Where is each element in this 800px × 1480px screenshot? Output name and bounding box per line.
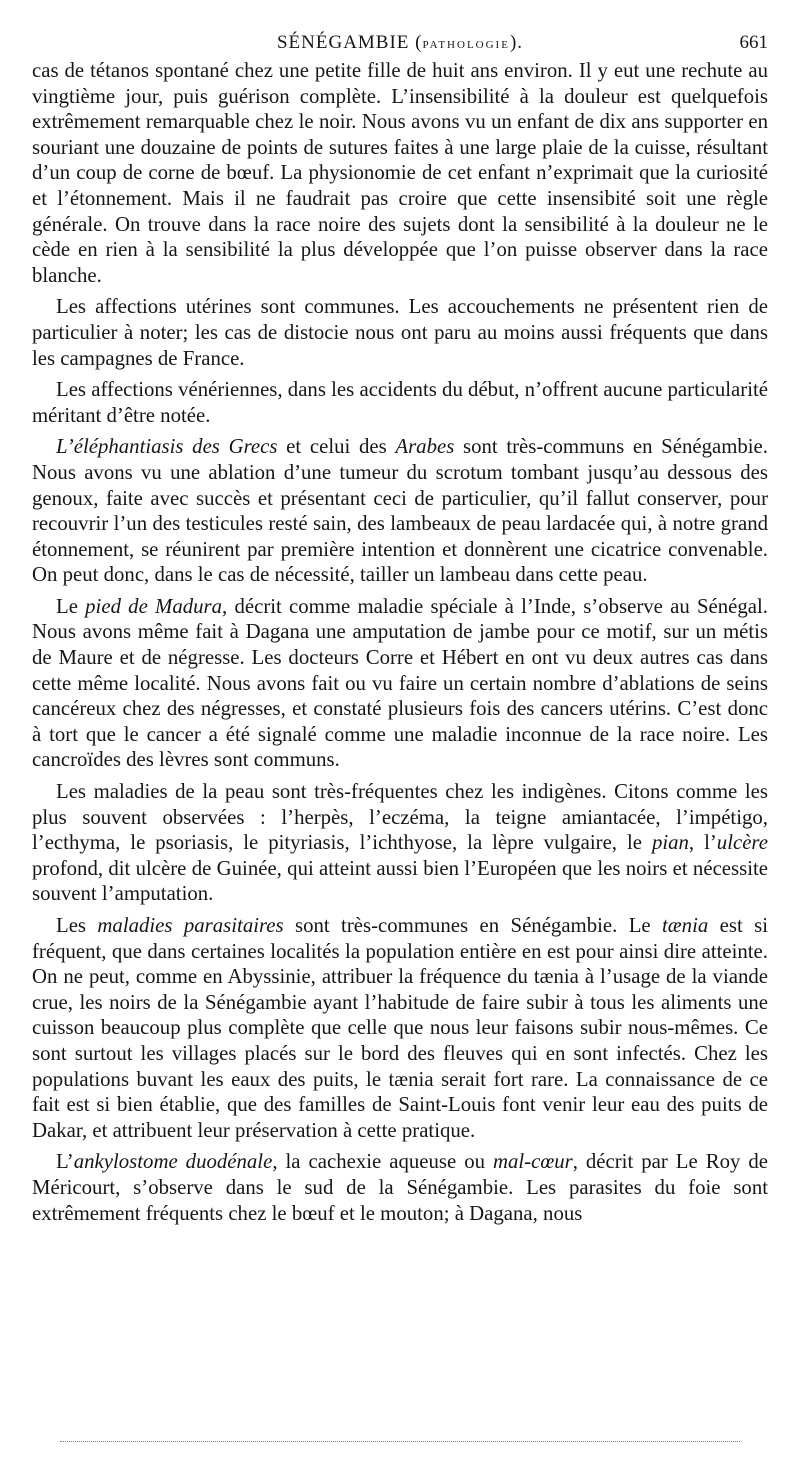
text-run: Les affections vénériennes, dans les accidents du début, n’offrent aucune particularité méritant d’être notée. <box>32 378 768 427</box>
text-run: , décrit par Le Roy de Méricourt, s’observe dans le sud de la Sénégambie. Les parasites du foie sont extrêmement fréquents chez le bœuf et le mouton; à Dagana, nous <box>32 1150 768 1225</box>
header-title: SÉNÉGAMBIE ( <box>276 32 423 53</box>
body-text <box>32 58 768 1226</box>
italic-term: Arabes <box>395 435 455 459</box>
text-run: Les affections utérines sont communes. Les accouchements ne présentent rien de particulier à noter; les cas de distocie nous ont paru au moins aussi fréquents que dans les campagnes de France. <box>32 295 768 370</box>
italic-term: pian <box>651 831 689 855</box>
text-run: , décrit comme maladie spéciale à l’Inde, s’observe au Sénégal. Nous avons même fait à Dagana une amputation de jambe pour ce motif, sur un métis de Maure et de négresse. Les docteurs Corre et Hébert en ont vu deux autres cas dans cette même localité. Nous avons fait ou vu faire un certain nombre d’ablations de seins cancéreux chez des négresses, et constaté plusieurs fois des cancers utérins. C’est donc à tort que le cancer a été signalé comme une maladie inconnue de la race noire. Les cancroïdes des lèvres sont communs. <box>32 594 768 772</box>
header-title-end: ). <box>509 32 524 53</box>
footer-dotted-rule <box>60 1441 740 1442</box>
italic-term: mal-cœur <box>492 1150 573 1174</box>
italic-term: maladies parasitaires <box>97 914 284 937</box>
paragraph <box>32 779 768 907</box>
text-run: cas de tétanos spontané chez une petite fille de huit ans environ. Il y eut une rechute au vingtième jour, puis guérison complète. L’insensibilité à la douleur est quelquefois extrêmement remarquable chez le noir. Nous avons vu un enfant de dix ans supporter en souriant une douzaine de points de sutures faites à une large plaie de la cuisse, résultant d’un coup de corne de bœuf. La physionomie de cet enfant n’exprimait que la curiosité et l’étonnement. Mais il ne faudrait pas croire que cette insensibité soit une règle générale. On trouve dans la race noire des sujets dont la sensibilité à la douleur ne le cède en rien à la sensibilité la plus développée que l’on puisse observer dans la race blanche. <box>32 59 768 287</box>
paragraph <box>32 913 768 1143</box>
text-run: Le <box>56 594 86 618</box>
text-run: , la cachexie aqueuse ou <box>272 1150 493 1174</box>
paragraph <box>32 594 768 773</box>
text-run: profond, dit ulcère de Guinée, qui atteint aussi bien l’Européen que les noirs et nécessite souvent l’amputation. <box>32 856 768 906</box>
text-run: Les <box>56 914 98 937</box>
text-run: L’ <box>56 1150 74 1174</box>
text-run: et celui des <box>277 435 396 459</box>
italic-term: L’ <box>56 435 74 459</box>
paragraph <box>32 294 768 371</box>
italic-term: ulcère <box>716 831 768 855</box>
page-number: 661 <box>739 32 768 53</box>
running-head <box>32 28 768 58</box>
italic-term: pied de Madura <box>85 594 223 618</box>
document-page <box>32 28 768 1232</box>
text-run: sont très-communes en Sénégambie. Le <box>283 914 663 937</box>
paragraph <box>32 1149 768 1226</box>
running-head-title <box>32 32 768 54</box>
italic-term: tænia <box>662 914 709 937</box>
paragraph <box>32 377 768 428</box>
header-subtitle: pathologie <box>422 36 510 52</box>
paragraph <box>32 58 768 288</box>
paragraph <box>32 434 768 588</box>
text-run: sont très-communs en Sénégambie. Nous avons vu une ablation d’une tumeur du scrotum tombant jusqu’au dessous des genoux, faite avec succès et présentant ceci de particulier, qu’il fallut conserver, pour recouvrir l’un des testicules resté sain, des lambeaux de peau lardacée qui, à notre grand étonnement, se réunirent par première intention et donnèrent une cicatrice convenable. On peut donc, dans le cas de nécessité, tailler un lambeau dans cette peau. <box>32 435 768 587</box>
italic-term: éléphantiasis des Grecs <box>73 435 278 459</box>
text-run: est si fréquent, que dans certaines localités la population entière en est pour ainsi dire atteinte. On ne peut, comme en Abyssinie, attribuer la fréquence du tænia à l’usage de la viande crue, les noirs de la Sénégambie ayant l’habitude de faire subir à tous les aliments une cuisson beaucoup plus complète que celle que nous leur faisons subir nous-mêmes. Ce sont surtout les villages placés sur le bord des fleuves qui en sont infectés. Chez les populations buvant les eaux des puits, le tænia serait fort rare. La connaissance de ce fait est si bien établie, que des familles de Saint-Louis font venir leur eau des puits de Dakar, et attribuent leur préservation à cette pratique. <box>32 914 768 1142</box>
italic-term: ankylostome duodénale <box>73 1150 273 1174</box>
text-run: Les maladies de la peau sont très-fréquentes chez les indigènes. Citons comme les plus souvent observées : l’herpès, l’eczéma, la teigne amiantacée, l’impétigo, l’ecthyma, le psoriasis, le pityriasis, l’ichthyose, la lèpre vulgaire, le <box>32 780 768 855</box>
text-run: , l’ <box>688 831 717 855</box>
